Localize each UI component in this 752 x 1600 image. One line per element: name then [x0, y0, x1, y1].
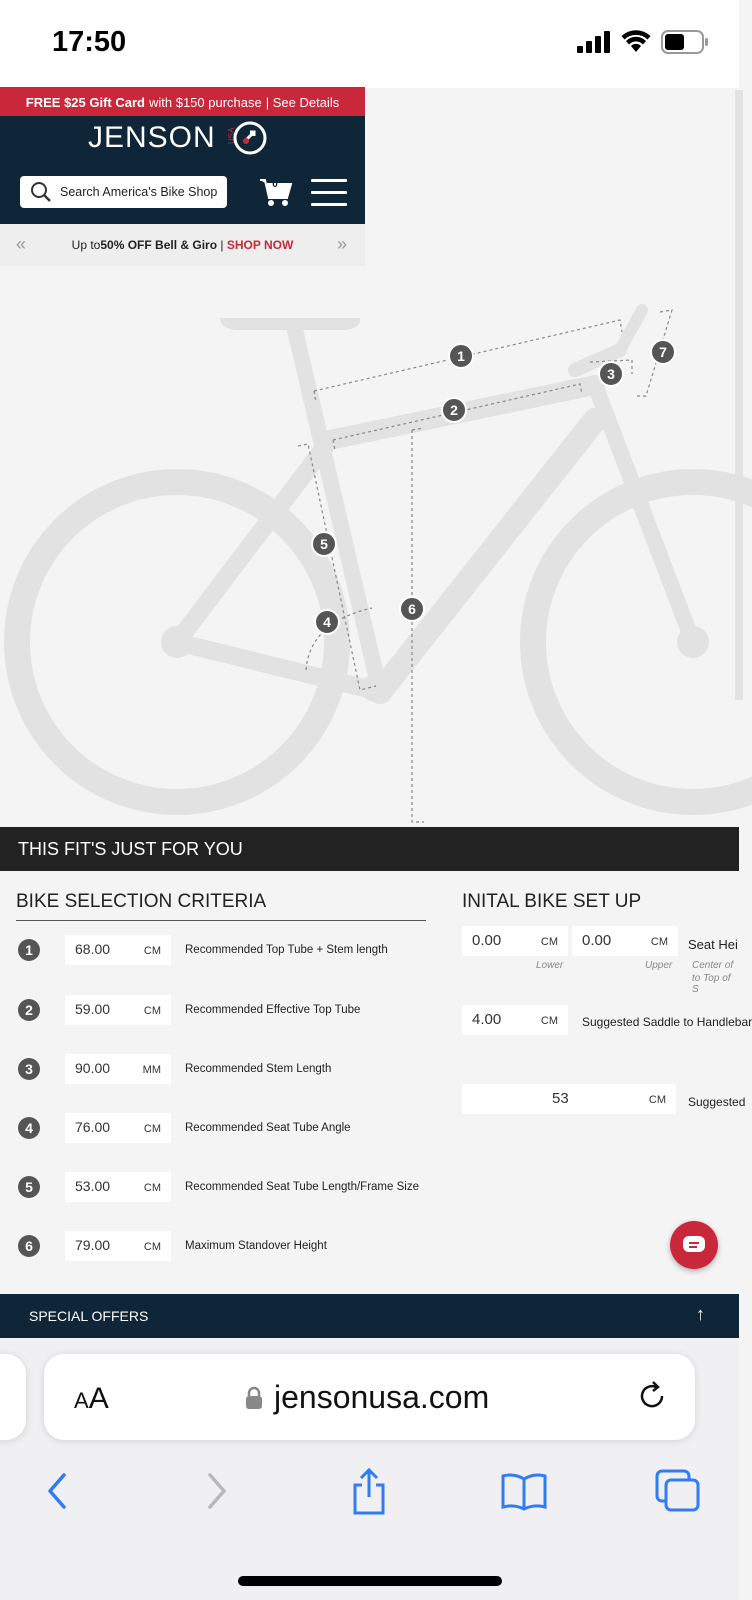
row-value: 79.00 [75, 1237, 111, 1253]
saddle-drop-box [462, 1005, 568, 1035]
seat-lower-box [462, 926, 568, 956]
jenson-logo[interactable] [88, 120, 270, 156]
row-label: Recommended Seat Tube Angle [185, 1122, 351, 1134]
safari-toolbar [0, 1456, 739, 1526]
lock-icon [244, 1386, 264, 1410]
aa-big: A [88, 1382, 109, 1415]
row-unit: MM [142, 1064, 161, 1076]
seat-height-label: Seat Hei [688, 937, 738, 952]
row-value-box [65, 1172, 171, 1202]
cart-button[interactable] [258, 176, 294, 208]
left-column-title: BIKE SELECTION CRITERIA [16, 891, 267, 912]
row-unit: CM [143, 945, 161, 957]
fit-row-5 [18, 1172, 419, 1202]
fit-row-3 [18, 1054, 332, 1084]
offer-carousel[interactable] [0, 224, 365, 266]
suggested-height-label: Suggested [688, 1095, 746, 1109]
diagram-marker-4 [315, 610, 339, 634]
fit-row-2 [18, 995, 361, 1025]
row-value: 59.00 [75, 1001, 111, 1017]
diagram-marker-3 [599, 362, 623, 386]
row-number-badge: 1 [18, 939, 40, 961]
reader-options-button[interactable] [74, 1382, 109, 1416]
forward-button[interactable] [192, 1466, 242, 1516]
offer-pre: Up to [71, 238, 101, 252]
back-chevron-icon [42, 1471, 72, 1511]
fit-banner: THIS FIT'S JUST FOR YOU [0, 827, 739, 871]
logo-text: JENSON [88, 121, 216, 154]
svg-text:2: 2 [450, 402, 458, 418]
seat-height-caption-1: Center of [692, 960, 734, 971]
bike-illustration [0, 266, 739, 826]
url-text[interactable]: jensonusa.com [274, 1379, 490, 1415]
fit-row-6 [18, 1231, 327, 1261]
row-value: 90.00 [75, 1060, 111, 1076]
right-column-title: INITAL BIKE SET UP [462, 891, 642, 912]
bookmarks-book-icon [500, 1471, 548, 1511]
row-number-badge: 4 [18, 1117, 40, 1139]
chat-button[interactable] [670, 1221, 718, 1269]
row-label: Recommended Top Tube + Stem length [185, 944, 388, 956]
row-unit: CM [143, 1182, 161, 1194]
fit-row-4 [18, 1113, 351, 1143]
menu-hamburger-icon[interactable] [311, 179, 347, 207]
row-value-box [65, 1054, 171, 1084]
forward-chevron-icon [202, 1471, 232, 1511]
saddle-drop-unit: CM [540, 1015, 558, 1027]
suggested-height-unit: CM [648, 1094, 666, 1106]
tabs-icon [655, 1469, 701, 1513]
diagram-marker-5 [312, 532, 336, 556]
offer-prev-icon[interactable]: « [16, 234, 27, 254]
aa-small: A [74, 1388, 89, 1413]
seat-lower-caption: Lower [536, 960, 564, 971]
row-value-box [65, 1113, 171, 1143]
saddle-drop-label: Suggested Saddle to Handlebar [582, 1015, 752, 1029]
suggested-height-value: 53 [552, 1090, 569, 1107]
suggested-height-box [462, 1084, 676, 1114]
row-number-badge: 5 [18, 1176, 40, 1198]
promo-bold: FREE $25 Gift Card [25, 94, 145, 110]
row-number-badge: 6 [18, 1235, 40, 1257]
home-indicator [238, 1576, 502, 1586]
promo-details-link[interactable]: | See Details [265, 94, 340, 110]
row-value-box [65, 935, 171, 965]
tabs-button[interactable] [653, 1466, 703, 1516]
diagram-marker-2 [442, 398, 466, 422]
svg-text:7: 7 [659, 344, 667, 360]
row-value: 68.00 [75, 941, 111, 957]
svg-text:3: 3 [607, 366, 615, 382]
row-label: Recommended Seat Tube Length/Frame Size [185, 1181, 419, 1193]
seat-height-caption-2: to Top of S [692, 973, 731, 995]
share-button[interactable] [344, 1466, 394, 1516]
search-input[interactable] [60, 185, 220, 199]
bookmarks-button[interactable] [499, 1466, 549, 1516]
logo-sub: USA [226, 127, 236, 144]
row-value: 53.00 [75, 1178, 111, 1194]
row-value-box [65, 1231, 171, 1261]
row-value-box [65, 995, 171, 1025]
scroll-up-icon[interactable]: ↑ [696, 1304, 705, 1324]
bike-fit-diagram [0, 266, 739, 826]
search-icon [30, 181, 52, 203]
cart-count: 0 [272, 179, 278, 190]
row-number-badge: 3 [18, 1058, 40, 1080]
fit-results [0, 871, 752, 1294]
special-offers-label: SPECIAL OFFERS [29, 1308, 149, 1324]
back-button[interactable] [32, 1466, 82, 1516]
status-icons [577, 30, 709, 54]
cellular-signal-icon [577, 31, 611, 53]
svg-text:5: 5 [320, 536, 328, 552]
row-number-badge: 2 [18, 999, 40, 1021]
diagram-marker-1 [449, 344, 473, 368]
left-column-divider [16, 920, 426, 921]
offer-next-icon[interactable]: » [336, 234, 347, 254]
row-unit: CM [143, 1005, 161, 1017]
row-label: Maximum Standover Height [185, 1240, 327, 1252]
promo-text: with $150 purchase [148, 94, 262, 110]
row-unit: CM [143, 1123, 161, 1135]
site-header [0, 116, 365, 224]
wifi-icon [621, 31, 651, 53]
seat-upper-box [572, 926, 678, 956]
offer-bold: 50% OFF Bell & Giro [100, 238, 218, 252]
logo-mark-icon [220, 120, 270, 156]
fit-row-1 [18, 935, 388, 965]
status-bar [0, 0, 739, 88]
battery-icon [661, 30, 709, 54]
svg-text:4: 4 [323, 614, 331, 630]
special-offers-bar[interactable] [0, 1294, 739, 1338]
promo-banner[interactable] [0, 87, 365, 117]
seat-lower-unit: CM [540, 936, 558, 948]
seat-upper-caption: Upper [645, 960, 673, 971]
seat-upper-value: 0.00 [582, 932, 612, 949]
offer-sep: | [217, 238, 227, 252]
row-label: Recommended Stem Length [185, 1063, 332, 1075]
address-bar[interactable] [44, 1354, 695, 1440]
row-value: 76.00 [75, 1119, 111, 1135]
svg-text:1: 1 [457, 348, 465, 364]
diagram-marker-6 [400, 597, 424, 621]
seat-lower-value: 0.00 [472, 932, 502, 949]
row-unit: CM [143, 1241, 161, 1253]
offer-cta-link[interactable]: SHOP NOW [226, 238, 294, 252]
status-time: 17:50 [52, 26, 127, 58]
svg-text:6: 6 [408, 601, 416, 617]
previous-tab-pill[interactable] [0, 1354, 26, 1440]
saddle-drop-value: 4.00 [472, 1011, 502, 1028]
seat-upper-unit: CM [650, 936, 668, 948]
safari-toolbar-area [0, 1338, 739, 1600]
chat-icon [682, 1235, 706, 1255]
share-icon [349, 1467, 389, 1515]
reload-icon[interactable] [634, 1378, 670, 1414]
row-label: Recommended Effective Top Tube [185, 1004, 361, 1016]
search-box[interactable] [20, 176, 227, 208]
diagram-marker-7 [651, 340, 675, 364]
